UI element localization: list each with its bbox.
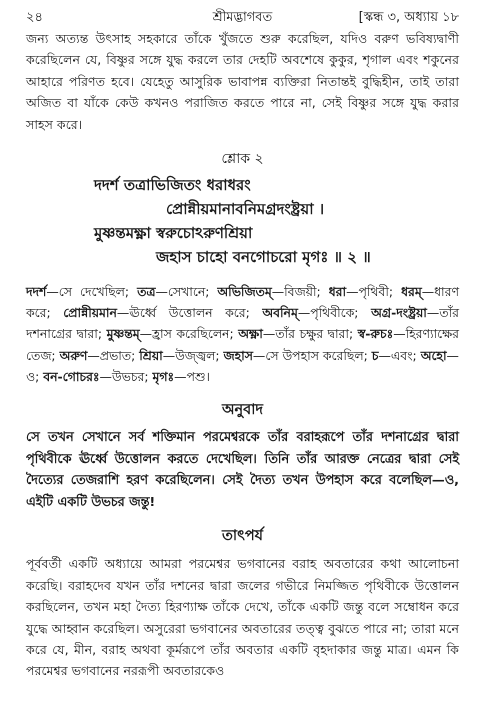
verse-line: প্রোন্নীয়মানাবনিমগ্রদংষ্ট্রয়া । [166,200,325,219]
translation-text: সে তখন সেখানে সর্ব শক্তিমান পরমেশ্বরকে তাঁর বরাহরূপে তাঁর দশনাগ্রের দ্বারা পৃথিবীকে ঊর্ধ্বে উত্তোলন করতে দেখেছিল। তিনি তাঁর আরক্ত নেত্রের দ্বারা সেই দৈত্যের তেজরাশি হরণ করেছিলেন। সেই দৈত্য তখন উপহাস করে বলেছিল—ও, এইটি একটি উভচর জন্তু! [26,430,459,510]
synonym-meaning: ধারণ করে; [26,284,459,321]
synonym-meaning: উভচর; [111,368,149,384]
synonym-meaning: সে দেখেছিল; [58,284,130,300]
synonym-word: অবনিম্ [262,305,298,321]
synonym-meaning: সে উপহাস করেছিল; [265,347,368,363]
synonym-word: দদর্শ [26,284,47,300]
synonym-meaning: হিরণ্যাক্ষের তেজ; [26,326,459,363]
verse-line: মুষ্ণন্তমক্ষ্ণা স্বরুচোঽরুণশ্রিয়া [94,224,253,243]
synonym-meaning: পশু। [186,368,210,384]
translation-title: অনুবাদ [221,402,264,419]
page-number: ২৪ [26,10,43,25]
synonym-meaning: তাঁর দশনাগ্রের দ্বারা; [26,305,459,342]
synonym-word: ধরা [328,284,347,300]
synonym-word: অরুণ [59,347,88,363]
book-title: শ্রীমদ্ভাগবত [212,10,273,25]
synonym-meaning: ঊর্ধ্বে উত্তোলন করে; [129,305,250,321]
synonym-word: মৃগঃ [152,368,175,384]
canto-chapter: [স্কন্ধ ৩, অধ্যায় ১৮ [358,10,459,25]
intro-paragraph: জন্য অত্যন্ত উৎসাহ সহকারে তাঁকে খুঁজতে শুরু করেছিল, যদিও বরুণ ভবিষ্যদ্বাণী করেছিলেন যে, বিষ্ণুর সঙ্গে যুদ্ধ করলে তার দেহটি অবশেষে কুকুর, শৃগাল এবং শকুনের আহারে পরিণত হবে। যেহেতু আসুরিক ভাবাপন্ন ব্যক্তিরা নিতান্তই বুদ্ধিহীন, তাই তারা অজিত বা যাঁকে কেউ কখনও পরাজিত করতে পারে না, সেই বিষ্ণুর সঙ্গে যুদ্ধ করার সাহস করে। [26,31,459,132]
verse-title: শ্লোক ২ [221,151,264,168]
synonyms-paragraph: দদর্শ—সে দেখেছিল; তত্র—সেখানে; অভিজিতম্—বিজয়ী; ধরা—পৃথিবী; ধরম্—ধারণ করে; প্রোন্নীয়মান—ঊর্ধ্বে উত্তোলন করে; অবনিম্—পৃথিবীকে; অগ্র-দংষ্ট্রয়া—তাঁর দশনাগ্রের দ্বারা; মুষ্ণন্তম্—হ্রাস করেছিলেন; অক্ষ্ণা—তাঁর চক্ষুর দ্বারা; স্ব-রুচঃ—হিরণ্যাক্ষের তেজ; অরুণ—প্রভাত; শ্রিয়া—উজ্জ্বল; জহাস—সে উপহাস করেছিল; চ—এবং; অহো—ও; বন-গোচরঃ—উভচর; মৃগঃ—পশু। [26,284,459,384]
synonym-meaning: প্রভাত; [99,347,136,363]
verse-line: জহাস চাহো বনগোচরো মৃগঃ ॥ ২ ॥ [156,248,371,267]
synonym-word: অহো [420,347,447,363]
synonym-word: তত্র [137,284,156,300]
synonym-meaning: বিজয়ী; [284,284,321,300]
page-header [26,6,459,28]
synonym-word: প্রোন্নীয়মান [63,305,117,321]
synonym-word: অভিজিতম্ [217,284,272,300]
purport-text: পূর্ববর্তী একটি অধ্যায়ে আমরা পরমেশ্বর ভগবানের বরাহ অবতারের কথা আলোচনা করেছি। বরাহদেব যখন তাঁর দশনের দ্বারা জলের গভীরে নিমজ্জিত পৃথিবীকে উত্তোলন করছিলেন, তখন মহা দৈত্য হিরণ্যাক্ষ তাঁকে দেখে, তাঁকে একটি জন্তু বলে সম্বোধন করে যুদ্ধে আহ্বান করেছিল। অসুরেরা ভগবানের অবতারের তত্ত্ব বুঝতে পারে না; তারা মনে করে যে, মীন, বরাহ অথবা কূর্মরূপে তাঁর অবতার একটি বৃহদাকার জন্তু মাত্র। এমন কি পরমেশ্বর ভগবানের নররূপী অবতারকেও [26,556,459,679]
synonym-word: অগ্র-দংষ্ট্রয়া [371,305,427,321]
synonym-word: অক্ষ্ণা [238,326,263,342]
verse-line: দদর্শ তত্রাভিজিতং ধরাধরং [94,176,251,195]
synonym-word: চ [371,347,379,363]
synonym-word: শ্রিয়া [139,347,163,363]
synonym-meaning: পৃথিবীকে; [310,305,359,321]
synonym-meaning: হ্রাস করেছিলেন; [152,326,234,342]
synonym-word: স্ব-রুচঃ [357,326,394,342]
synonym-meaning: পৃথিবী; [358,284,394,300]
synonym-word: মুষ্ণন্তম্ [106,326,140,342]
synonym-meaning: ও; [26,368,40,384]
synonym-word: জহাস [223,347,253,363]
synonym-meaning: সেখানে; [167,284,210,300]
synonym-meaning: উজ্জ্বল; [175,347,220,363]
synonym-meaning: তাঁর চক্ষুর দ্বারা; [275,326,354,342]
synonym-meaning: এবং; [390,347,417,363]
synonym-word: ধরম্ [401,284,422,300]
synonym-word: বন-গোচরঃ [43,368,100,384]
purport-title: তাৎপর্য [221,528,264,545]
